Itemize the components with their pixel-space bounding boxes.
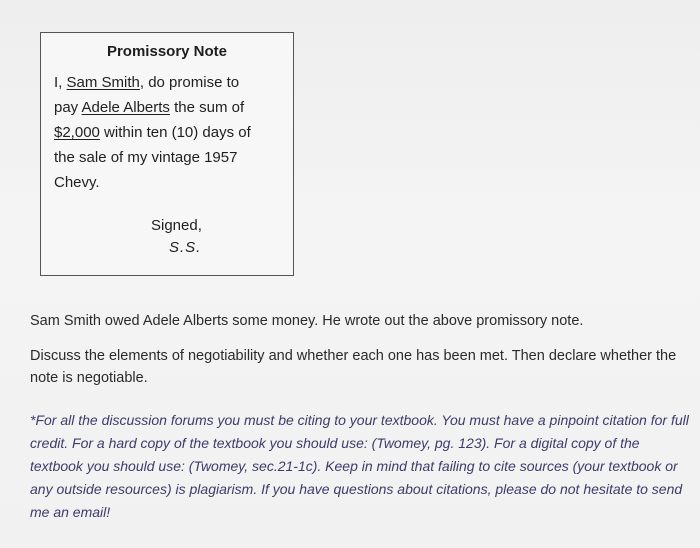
note-line-1: I, Sam Smith, do promise to [54,74,240,91]
note-line-2: pay Adele Alberts the sum of [54,99,245,116]
note-amount: $2,000 [54,124,100,141]
scenario-text: Sam Smith owed Adele Alberts some money. He wrote out the above promissory note. [30,313,584,329]
question-text: Discuss the elements of negotiability and whether each one has been met. Then declare whether the note is negotiable. [30,348,677,386]
note-line-5: Chevy. [54,174,100,191]
borrower-name: Sam Smith [66,74,140,91]
note-line-3: $2,000 within ten (10) days of [54,124,251,141]
lender-name: Adele Alberts [81,99,170,116]
promissory-note-box [40,32,294,276]
note-body [54,70,281,195]
signature-block [151,215,202,259]
note-line-4: the sale of my vintage 1957 [54,149,238,166]
signature: S.S. [169,239,202,256]
note-title: Promissory Note [106,43,228,60]
signed-label: Signed, [151,217,202,234]
citation-instructions: *For all the discussion forums you must be citing to your textbook. You must have a pinpoint citation for full credit. For a hard copy of the textbook you should use: (Twomey, pg. 123). For a digital copy of the textbook you should use: (Twomey, sec.21-1c). Keep in mind that failing to cite sources (your textbook or any outside resources) is plagiarism. If you have questions about citations, please do not hesitate to send me an email! [30,412,689,520]
